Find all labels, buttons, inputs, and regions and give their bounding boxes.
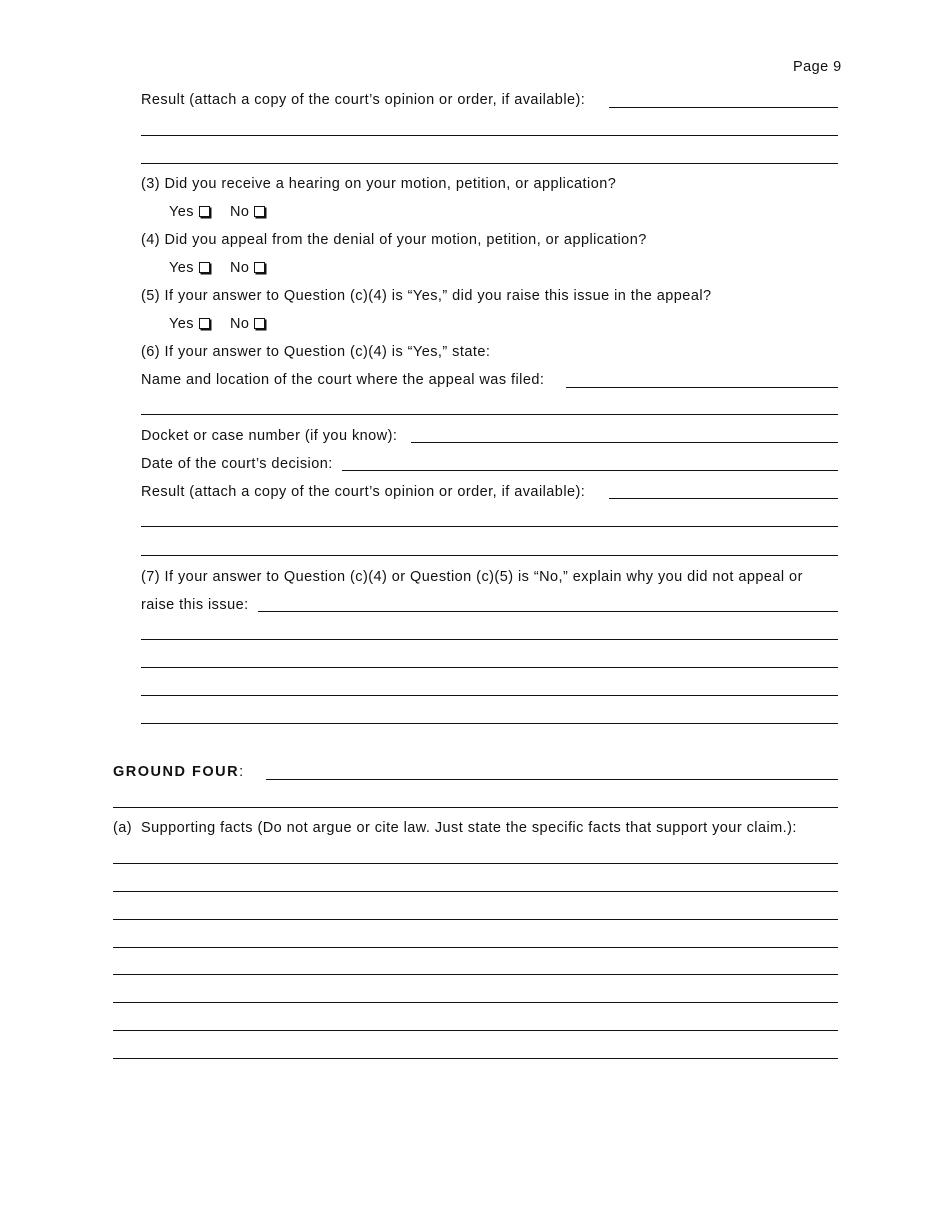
question-7-field-line-4[interactable] [141,695,838,696]
court-name-field-line-2[interactable] [141,414,838,415]
ground-four-colon: : [239,764,244,780]
question-4-yes-checkbox[interactable] [199,262,210,273]
no-label: No [230,204,250,220]
result-2-field-line-1[interactable] [609,498,838,499]
question-7-field-line-5[interactable] [141,723,838,724]
question-7-field-line-3[interactable] [141,667,838,668]
question-3: (3) Did you receive a hearing on your motion, petition, or application? [141,176,617,192]
question-7-line-2: raise this issue: [141,597,249,613]
question-7-field-line-2[interactable] [141,639,838,640]
question-3-yes-checkbox[interactable] [199,206,210,217]
result-label-1: Result (attach a copy of the court’s opinion or order, if available): [141,92,586,108]
supporting-facts-label: Supporting facts (Do not argue or cite law. Just state the specific facts that support your claim.): [141,820,797,836]
question-3-no-checkbox[interactable] [254,206,265,217]
question-7-field-line-1[interactable] [258,611,838,612]
supporting-facts-line-8[interactable] [113,1058,838,1059]
question-4-no-checkbox[interactable] [254,262,265,273]
ground-four-field-line-1[interactable] [266,779,838,780]
court-name-label: Name and location of the court where the appeal was filed: [141,372,545,388]
question-5: (5) If your answer to Question (c)(4) is “Yes,” did you raise this issue in the appeal? [141,288,712,304]
ground-four-field-line-2[interactable] [113,807,838,808]
supporting-facts-marker: (a) [113,820,133,836]
supporting-facts-line-4[interactable] [113,947,838,948]
question-3-options [169,203,265,221]
yes-label: Yes [169,316,195,332]
docket-field-line[interactable] [411,442,838,443]
question-5-options [169,315,265,333]
no-label: No [230,260,250,276]
court-name-field-line-1[interactable] [566,387,838,388]
ground-four-heading [113,763,244,781]
ground-four-label: GROUND FOUR [113,764,240,780]
supporting-facts-line-7[interactable] [113,1030,838,1031]
page-number: Page 9 [793,59,842,75]
question-5-yes-checkbox[interactable] [199,318,210,329]
question-5-no-checkbox[interactable] [254,318,265,329]
result-1-field-line-3[interactable] [141,163,838,164]
supporting-facts-line-2[interactable] [113,891,838,892]
result-1-field-line-2[interactable] [141,135,838,136]
date-field-line[interactable] [342,470,838,471]
question-4: (4) Did you appeal from the denial of your motion, petition, or application? [141,232,647,248]
supporting-facts-line-6[interactable] [113,1002,838,1003]
question-7-line-1: (7) If your answer to Question (c)(4) or Question (c)(5) is “No,” explain why you did not appeal or [141,569,803,585]
date-label: Date of the court’s decision: [141,456,333,472]
result-1-field-line-1[interactable] [609,107,838,108]
question-6: (6) If your answer to Question (c)(4) is “Yes,” state: [141,344,491,360]
yes-label: Yes [169,260,195,276]
supporting-facts-line-3[interactable] [113,919,838,920]
docket-label: Docket or case number (if you know): [141,428,398,444]
supporting-facts-line-1[interactable] [113,863,838,864]
supporting-facts-line-5[interactable] [113,974,838,975]
yes-label: Yes [169,204,195,220]
result-label-2: Result (attach a copy of the court’s opinion or order, if available): [141,484,586,500]
no-label: No [230,316,250,332]
result-2-field-line-3[interactable] [141,555,838,556]
question-4-options [169,259,265,277]
result-2-field-line-2[interactable] [141,526,838,527]
